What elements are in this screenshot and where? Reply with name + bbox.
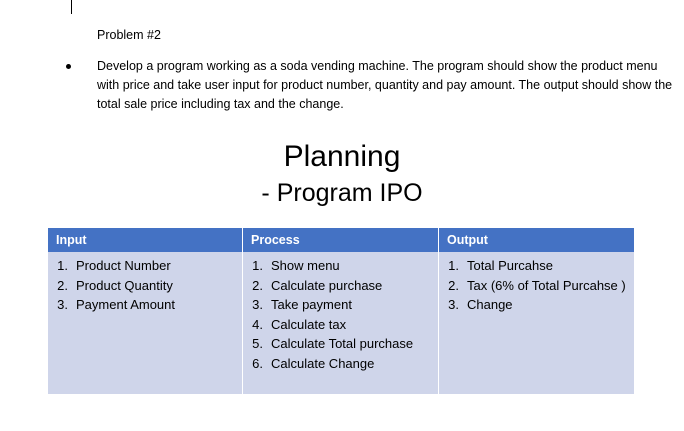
list-number: 3. (448, 297, 459, 312)
list-number: 2. (252, 277, 263, 293)
list-item (247, 334, 434, 354)
list-item (52, 276, 238, 296)
ipo-table (48, 228, 634, 394)
list-text: Total Purcahse (467, 258, 553, 273)
problem-description: Develop a program working as a soda vending machine. The program should show the product menu with price and take user input for product number, quantity and pay amount. The output should show the total sale price including tax and the change. (97, 59, 673, 111)
process-list (247, 256, 434, 373)
list-number: 3. (57, 297, 68, 312)
list-item (247, 276, 434, 296)
list-text: Show menu (271, 258, 340, 273)
list-number: 1. (448, 258, 459, 273)
list-text: Take payment (271, 297, 352, 312)
list-number: 2. (57, 277, 68, 293)
list-item (443, 295, 630, 315)
list-text: Calculate Change (271, 355, 375, 371)
list-text: Calculate purchase (271, 277, 383, 293)
problem-heading: Problem #2 (97, 28, 161, 42)
process-column-header: Process (243, 228, 438, 252)
planning-title: Planning (283, 140, 401, 173)
list-number: 4. (252, 316, 263, 332)
list-item (247, 354, 434, 374)
planning-subtitle: - Program IPO (261, 179, 423, 207)
output-column-body (439, 252, 634, 394)
list-text: Tax (6% of Total Purcahse ) (467, 277, 626, 293)
list-number: 1. (57, 258, 68, 273)
text-cursor (71, 0, 72, 14)
list-item (52, 295, 238, 315)
list-item (443, 256, 630, 276)
list-item (52, 256, 238, 276)
list-text: Calculate Total purchase (271, 336, 414, 351)
list-number: 3. (252, 297, 263, 312)
list-number: 2. (448, 277, 459, 293)
bullet-dot (66, 64, 71, 69)
process-column-body (243, 252, 438, 394)
list-item (443, 276, 630, 296)
list-item (247, 256, 434, 276)
list-number: 1. (252, 258, 263, 273)
input-list (52, 256, 238, 315)
list-item (247, 315, 434, 335)
list-text: Product Number (76, 258, 171, 273)
list-number: 6. (252, 355, 263, 371)
list-text: Product Quantity (76, 277, 173, 293)
list-text: Payment Amount (76, 297, 175, 312)
input-column-header: Input (48, 228, 242, 252)
output-list (443, 256, 630, 315)
list-number: 5. (252, 336, 263, 351)
list-text: Change (467, 297, 513, 312)
output-column-header: Output (439, 228, 634, 252)
list-text: Calculate tax (271, 316, 347, 332)
list-item (247, 295, 434, 315)
input-column-body (48, 252, 242, 394)
